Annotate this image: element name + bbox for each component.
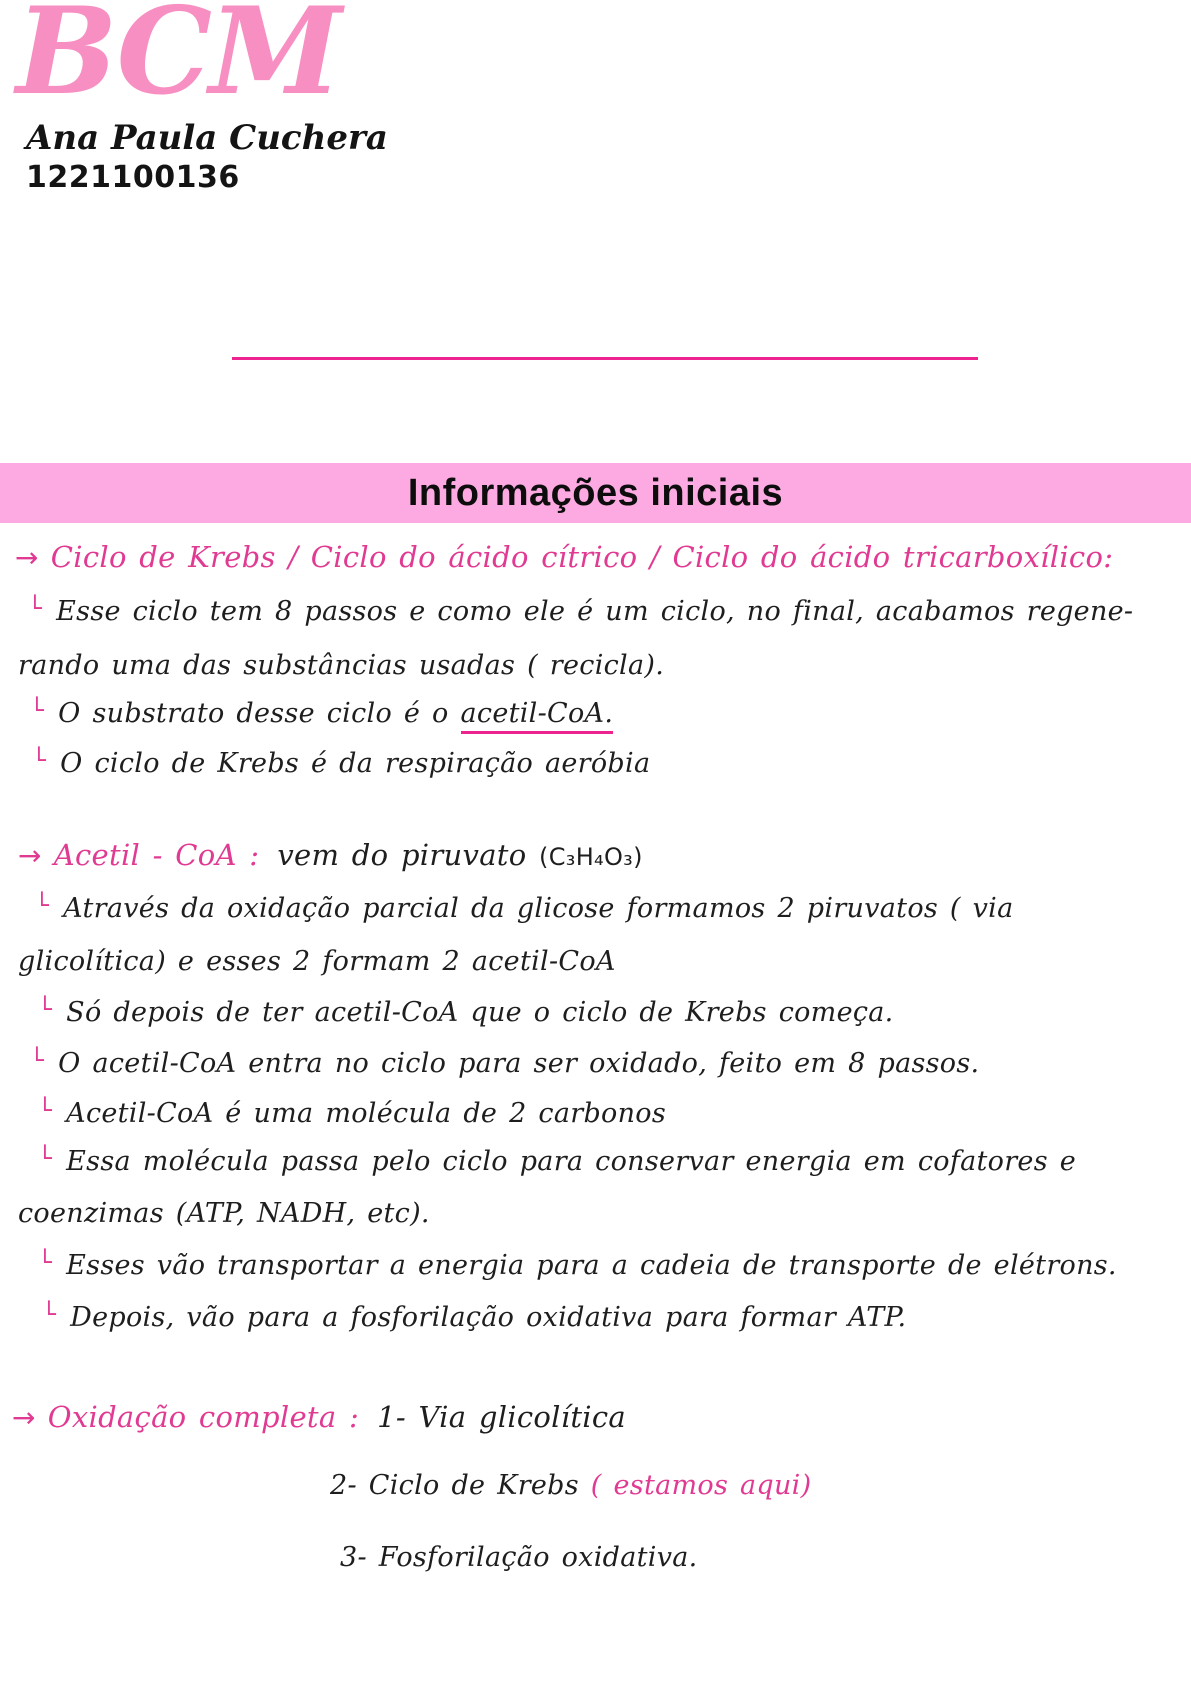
note-line — [32, 748, 650, 779]
note-text: O acetil-CoA entra no ciclo para ser oxidado, feito em 8 passos. — [58, 1048, 980, 1079]
corner-bullet-icon: └ — [38, 997, 53, 1023]
corner-bullet-icon: └ — [30, 1048, 45, 1074]
note-line — [42, 1302, 906, 1333]
note-line-continuation — [18, 946, 616, 977]
note-line-continuation — [18, 650, 664, 681]
note-text: glicolítica) e esses 2 formam 2 acetil-CoA — [18, 946, 616, 977]
note-line — [38, 1098, 666, 1129]
note-line-continuation — [18, 1198, 430, 1229]
section-banner — [0, 463, 1191, 523]
arrow-icon: → — [15, 541, 39, 574]
heading-term: Acetil - CoA : — [53, 838, 260, 872]
corner-bullet-icon: └ — [30, 698, 45, 724]
corner-bullet-icon: └ — [38, 1146, 53, 1172]
note-text: O substrato desse ciclo é o — [58, 698, 461, 729]
page-title: Informações iniciais — [407, 471, 784, 514]
note-text: rando uma das substâncias usadas ( recicla). — [18, 650, 665, 681]
note-text: 3- Fosforilação oxidativa. — [340, 1542, 698, 1573]
note-line — [38, 1146, 1076, 1177]
note-line — [30, 698, 613, 729]
topic-heading-acetilcoa — [18, 838, 643, 872]
note-text: 2- Ciclo de Krebs — [330, 1470, 591, 1501]
note-text: Acetil-CoA é uma molécula de 2 carbonos — [66, 1098, 666, 1129]
topic-heading-oxidacao — [12, 1400, 626, 1434]
chemical-formula: (C₃H₄O₃) — [539, 843, 643, 871]
list-item-1: 1- Via glicolítica — [377, 1400, 626, 1434]
note-line — [38, 1250, 1117, 1281]
note-text: Esse ciclo tem 8 passos e como ele é um ciclo, no final, acabamos regene- — [56, 596, 1134, 627]
note-text: Esses vão transportar a energia para a cadeia de transporte de elétrons. — [66, 1250, 1117, 1281]
student-id: 1221100136 — [26, 160, 240, 195]
note-text: O ciclo de Krebs é da respiração aeróbia — [60, 748, 651, 779]
note-line — [28, 596, 1133, 627]
bcm-logo: BCM — [16, 0, 339, 122]
arrow-icon: → — [12, 1401, 36, 1434]
heading-text: vem do piruvato — [277, 838, 527, 872]
note-line — [30, 1048, 979, 1079]
corner-bullet-icon: └ — [32, 748, 47, 774]
note-line — [38, 997, 894, 1028]
underlined-term: acetil-CoA. — [461, 698, 614, 734]
note-text: Através da oxidação parcial da glicose formamos 2 piruvatos ( via — [63, 893, 1014, 924]
corner-bullet-icon: └ — [38, 1250, 53, 1276]
list-item-2 — [330, 1470, 811, 1501]
note-highlight: ( estamos aqui) — [590, 1470, 812, 1501]
heading-text: Ciclo de Krebs / Ciclo do ácido cítrico / Ciclo do ácido tricarboxílico: — [50, 540, 1114, 574]
pink-divider-line — [232, 357, 978, 360]
topic-heading-krebs — [15, 540, 1113, 574]
note-text: Essa molécula passa pelo ciclo para conservar energia em cofatores e — [66, 1146, 1077, 1177]
list-item-3 — [340, 1542, 698, 1573]
corner-bullet-icon: └ — [38, 1098, 53, 1124]
heading-term: Oxidação completa : — [47, 1400, 360, 1434]
corner-bullet-icon: └ — [35, 893, 50, 919]
note-text: coenzimas (ATP, NADH, etc). — [18, 1198, 430, 1229]
note-text: Só depois de ter acetil-CoA que o ciclo de Krebs começa. — [66, 997, 894, 1028]
note-line — [35, 893, 1014, 924]
arrow-icon: → — [18, 839, 42, 872]
author-name: Ana Paula Cuchera — [26, 118, 388, 158]
corner-bullet-icon: └ — [42, 1302, 57, 1328]
corner-bullet-icon: └ — [28, 596, 43, 622]
note-text: Depois, vão para a fosforilação oxidativa para formar ATP. — [70, 1302, 907, 1333]
